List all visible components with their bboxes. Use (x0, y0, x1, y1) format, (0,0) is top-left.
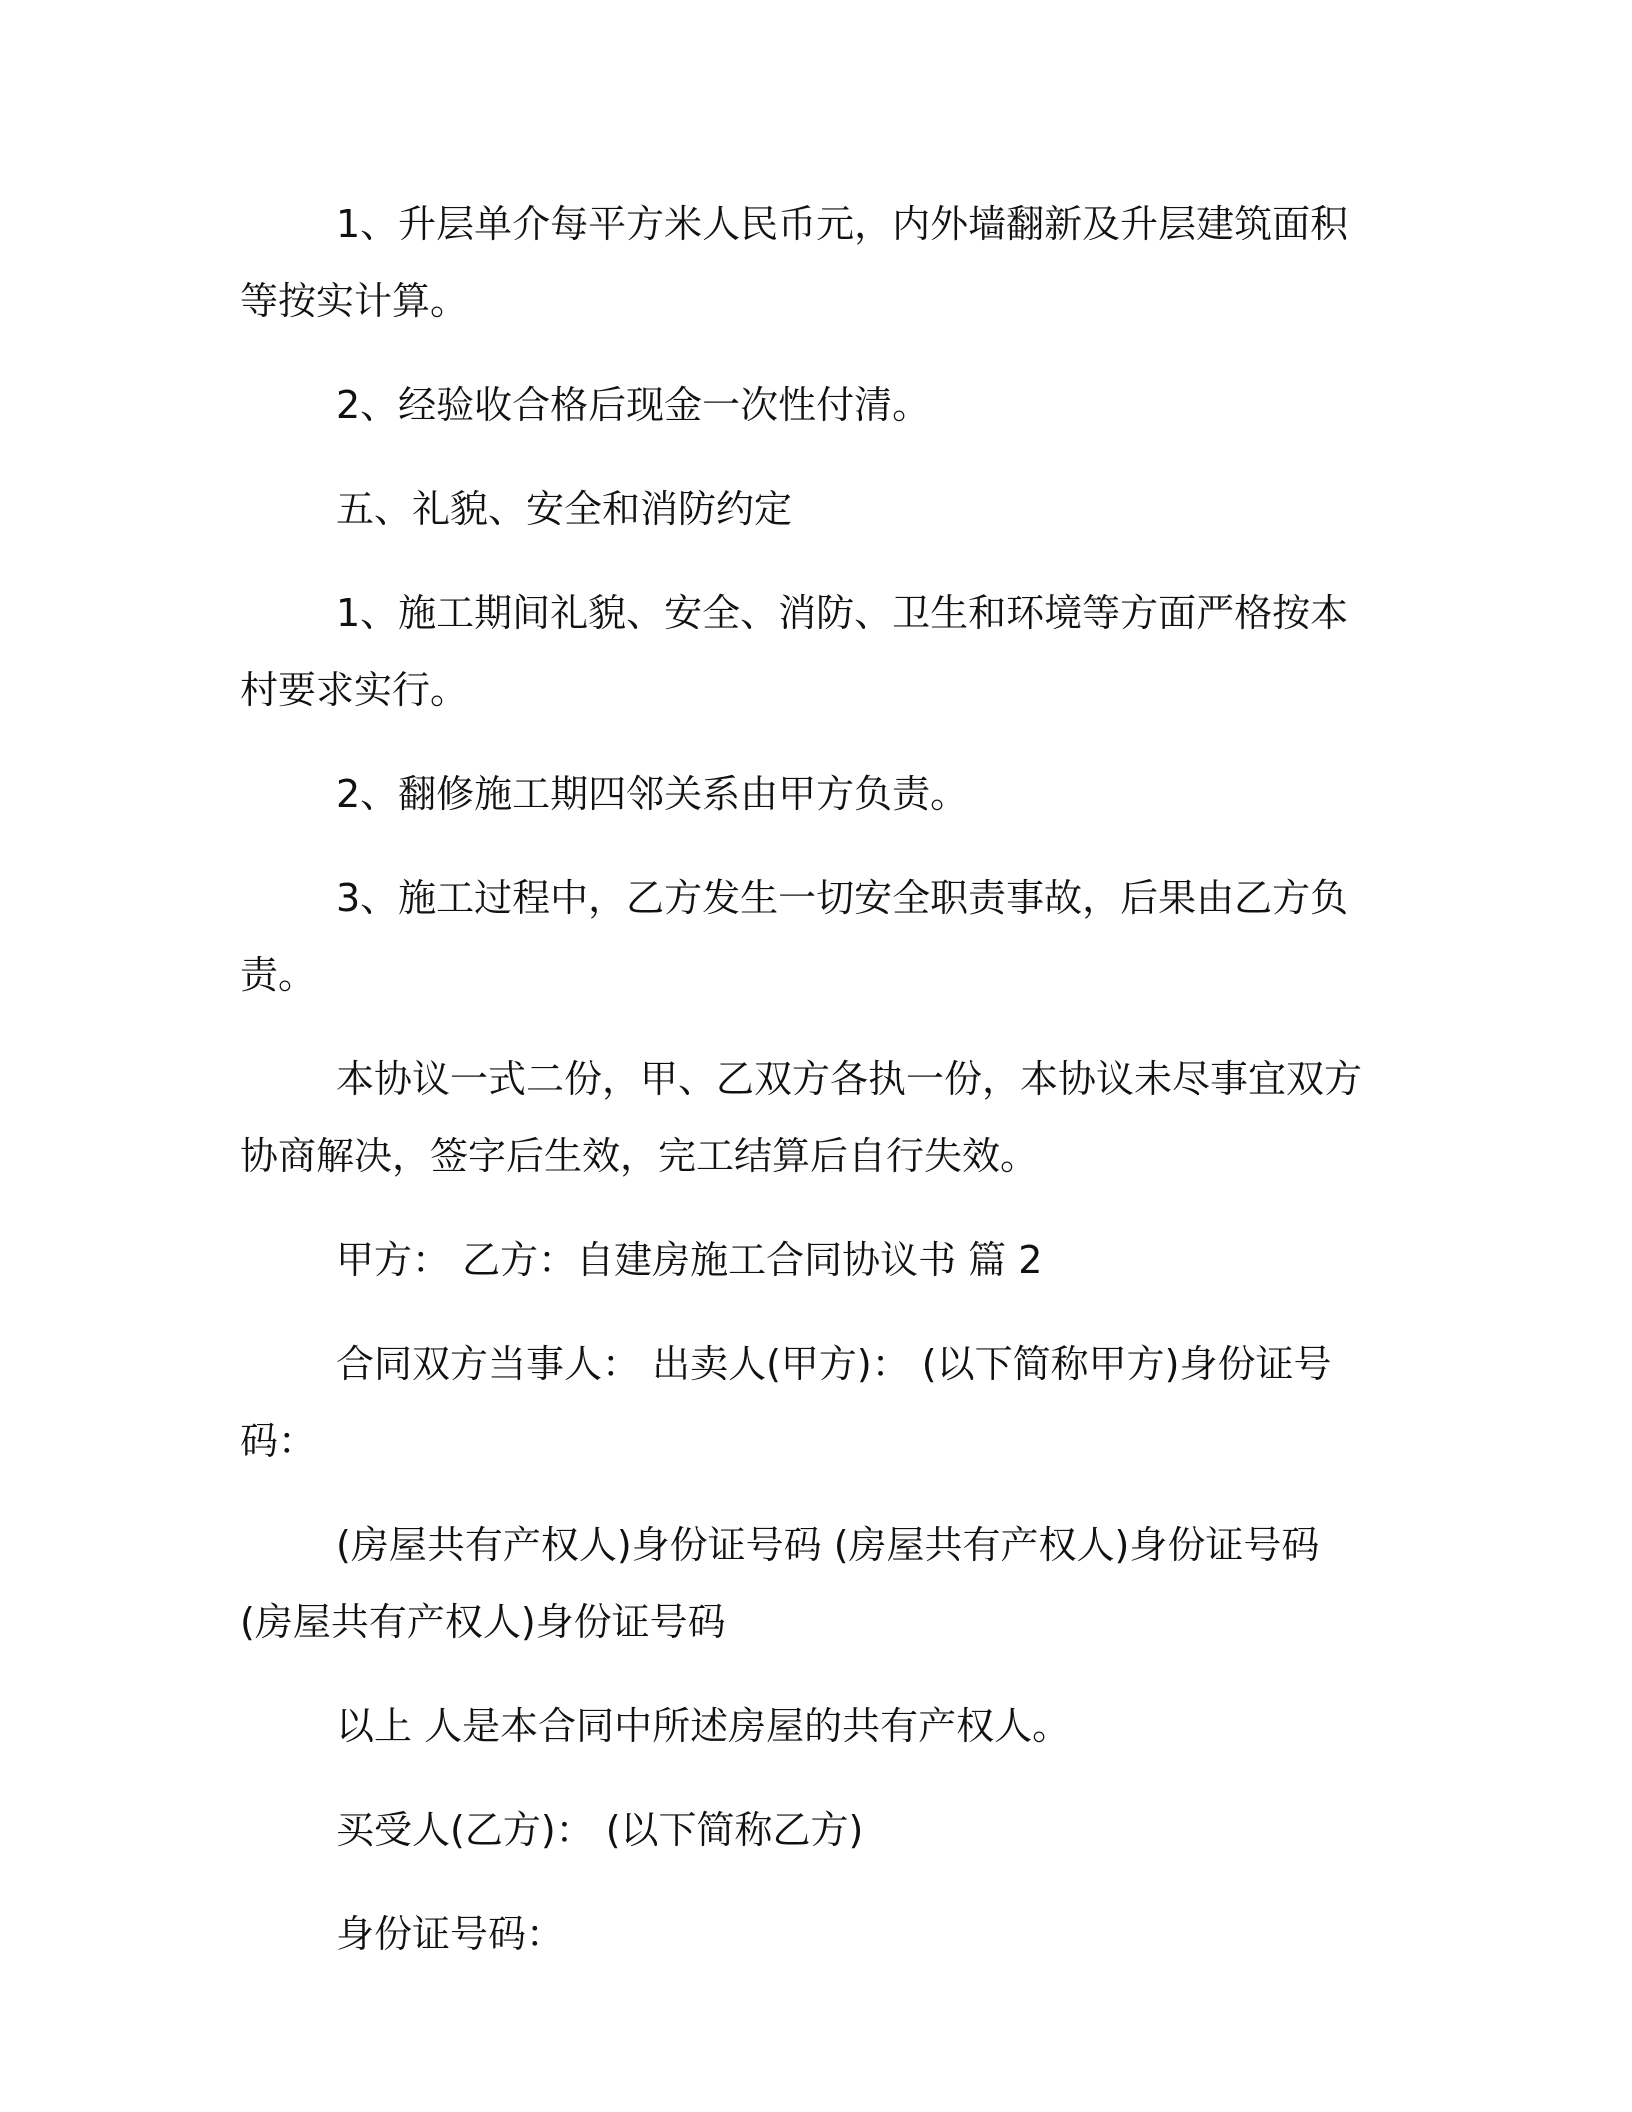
document-body (240, 186, 1384, 2000)
paragraph-buyer-id: 身份证号码： (336, 1912, 565, 1956)
paragraph-agreement-copies: 本协议一式二份，甲、乙双方各执一份，本协议未尽事宜双方协商解决，签字后生效，完工结算后自行失效。 (240, 1057, 1363, 1178)
paragraph-price-clause: 1、升层单介每平方米人民币元，内外墙翻新及升层建筑面积等按实计算。 (240, 202, 1349, 323)
paragraph-co-owners: (房屋共有产权人)身份证号码 (房屋共有产权人)身份证号码 (房屋共有产权人)身份证号码 (240, 1523, 1320, 1644)
paragraph-safety-clause-2: 2、翻修施工期四邻关系由甲方负责。 (336, 772, 969, 816)
paragraph-parties-seller: 合同双方当事人： 出卖人(甲方)： (以下简称甲方)身份证号码： (240, 1342, 1332, 1463)
paragraph-safety-clause-3: 3、施工过程中，乙方发生一切安全职责事故，后果由乙方负责。 (240, 876, 1349, 997)
paragraph-buyer: 买受人(乙方)： (以下简称乙方) (336, 1808, 864, 1852)
paragraph-signatures-title: 甲方： 乙方：自建房施工合同协议书 篇 2 (336, 1238, 1043, 1282)
paragraph-safety-clause-1: 1、施工期间礼貌、安全、消防、卫生和环境等方面严格按本村要求实行。 (240, 591, 1349, 712)
paragraph-co-owners-note: 以上 人是本合同中所述房屋的共有产权人。 (336, 1704, 1071, 1748)
section-heading-safety: 五、礼貌、安全和消防约定 (336, 487, 793, 531)
paragraph-payment-clause: 2、经验收合格后现金一次性付清。 (336, 383, 931, 427)
